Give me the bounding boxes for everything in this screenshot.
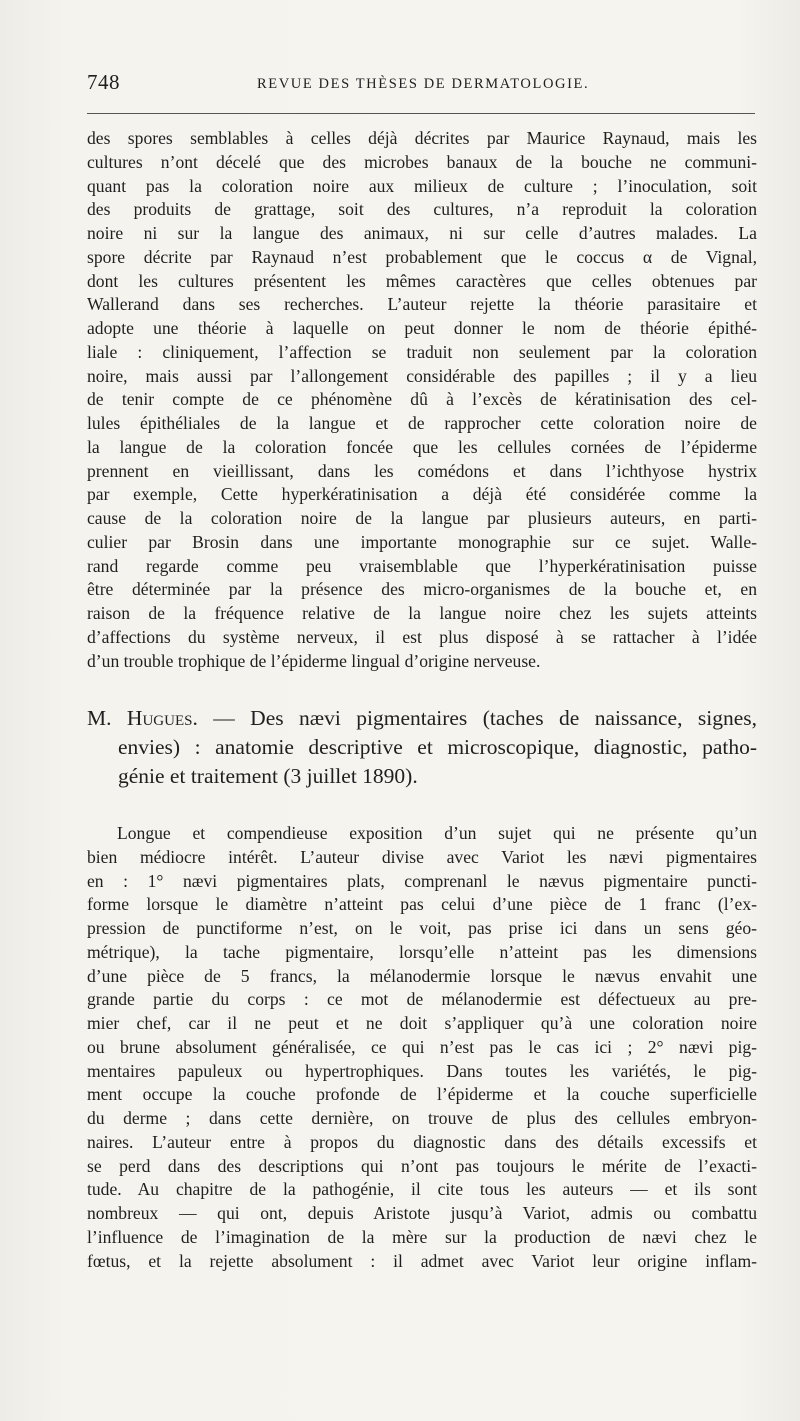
text-line: d’une pièce de 5 francs, la mélanodermie lorsque le nævus envahit une (87, 965, 757, 986)
text-line: forme lorsque le diamètre n’atteint pas celui d’une pièce de 1 franc (l’ex- (87, 894, 757, 915)
entry-heading-line-3: génie et traitement (3 juillet 1890). (118, 764, 418, 788)
text-line: grande partie du corps : ce mot de mélanodermie est défectueux au pre- (87, 989, 757, 1010)
text-line: adopte une théorie à laquelle on peut donner le nom de théorie épithé- (87, 318, 757, 338)
text-line: noire ni sur la langue des animaux, ni sur celle d’autres malades. La (87, 223, 757, 243)
text-line: cultures n’ont décelé que des microbes banaux de la bouche ne communi- (87, 151, 757, 172)
text-line: se perd dans des descriptions qui n’ont pas toujours le mérite de l’exacti- (87, 1155, 757, 1176)
text-line: d’affections du système nerveux, il est plus disposé à se rattacher à l’idée (87, 626, 757, 647)
entry-title-part-1: — Des nævi pigmentaires (taches de naissance, signes, (213, 706, 758, 730)
text-line: ou brune absolument généralisée, ce qui n’est pas le cas ici ; 2° nævi pig- (87, 1036, 757, 1057)
paragraph-continuation (87, 127, 757, 673)
text-line: quant pas la coloration noire aux milieux de culture ; l’inoculation, soit (87, 175, 757, 196)
text-line: métrique), la tache pigmentaire, lorsqu’elle n’atteint pas les dimensions (87, 941, 757, 962)
text-line: d’un trouble trophique de l’épiderme lingual d’origine nerveuse. (87, 650, 541, 671)
text-line: liale : cliniquement, l’affection se traduit non seulement par la coloration (87, 341, 757, 362)
paragraph-review (87, 822, 757, 1273)
text-line: mentaires papuleux ou hypertrophiques. Dans toutes les variétés, le pig- (87, 1060, 757, 1081)
text-line: la langue de la coloration foncée que les cellules cornées de l’épiderme (87, 436, 757, 457)
header-rule (87, 113, 755, 114)
text-line: Longue et compendieuse exposition d’un sujet qui ne présente qu’un (117, 823, 757, 843)
text-line: Wallerand dans ses recherches. L’auteur rejette la théorie parasitaire et (87, 294, 757, 315)
text-line: naires. L’auteur entre à propos du diagnostic dans des détails excessifs et (87, 1131, 757, 1152)
text-line: du derme ; dans cette dernière, on trouve de plus des cellules embryon- (87, 1108, 757, 1128)
text-line: noire, mais aussi par l’allongement considérable des papilles ; il y a lieu (87, 365, 757, 386)
text-line: lules épithéliales de la langue et de rapprocher cette coloration noire de (87, 413, 757, 433)
text-line: par exemple, Cette hyperkératinisation a déjà été considérée comme la (87, 484, 757, 505)
text-line: en : 1° nævi pigmentaires plats, comprenanl le nævus pigmentaire puncti- (87, 870, 757, 891)
text-line: bien médiocre intérêt. L’auteur divise avec Variot les nævi pigmentaires (87, 846, 757, 867)
page-header (87, 70, 757, 100)
entry-author: Hugues. (126, 706, 198, 730)
text-line: l’influence de l’imagination de la mère sur la production de nævi chez le (87, 1226, 757, 1247)
text-line: être déterminée par la présence des micro-organismes de la bouche et, en (87, 579, 757, 600)
text-line: culier par Brosin dans une importante monographie sur ce sujet. Walle- (87, 531, 757, 552)
text-line: prennent en vieillissant, dans les comédons et dans l’ichthyose hystrix (87, 460, 757, 481)
text-line: des produits de grattage, soit des cultures, n’a reproduit la coloration (87, 199, 757, 220)
text-line: raison de la fréquence relative de la langue noire chez les sujets atteints (87, 603, 757, 623)
text-line: tude. Au chapitre de la pathogénie, il cite tous les auteurs — et ils sont (87, 1179, 757, 1200)
text-line: mier chef, car il ne peut et ne doit s’appliquer qu’à une coloration noire (87, 1013, 757, 1033)
text-line: rand regarde comme peu vraisemblable que l’hyperkératinisation puisse (87, 555, 757, 576)
page-number: 748 (87, 70, 120, 94)
text-line: fœtus, et la rejette absolument : il admet avec Variot leur origine inflam- (87, 1250, 757, 1271)
text-line: ment occupe la couche profonde de l’épiderme et la couche superficielle (87, 1084, 757, 1105)
text-line: nombreux — qui ont, depuis Aristote jusqu’à Variot, admis ou combattu (87, 1203, 757, 1223)
running-head: REVUE DES THÈSES DE DERMATOLOGIE. (257, 76, 590, 92)
text-line: des spores semblables à celles déjà décrites par Maurice Raynaud, mais les (87, 128, 757, 148)
text-line: pression de punctiforme n’est, on le voit, pas prise ici dans un sens géo- (87, 918, 757, 938)
text-line: dont les cultures présentent les mêmes caractères que celles obtenues par (87, 270, 757, 291)
thesis-entry-heading (87, 704, 757, 791)
entry-heading-line-1 (87, 704, 757, 733)
text-line: de tenir compte de ce phénomène dû à l’excès de kératinisation des cel- (87, 389, 757, 410)
entry-initial: M. (87, 706, 112, 730)
text-line: spore décrite par Raynaud n’est probablement que le coccus α de Vignal, (87, 246, 757, 267)
entry-heading-line-2: envies) : anatomie descriptive et microscopique, diagnostic, patho- (118, 735, 757, 759)
text-line: cause de la coloration noire de la langue par plusieurs auteurs, en parti- (87, 508, 757, 528)
